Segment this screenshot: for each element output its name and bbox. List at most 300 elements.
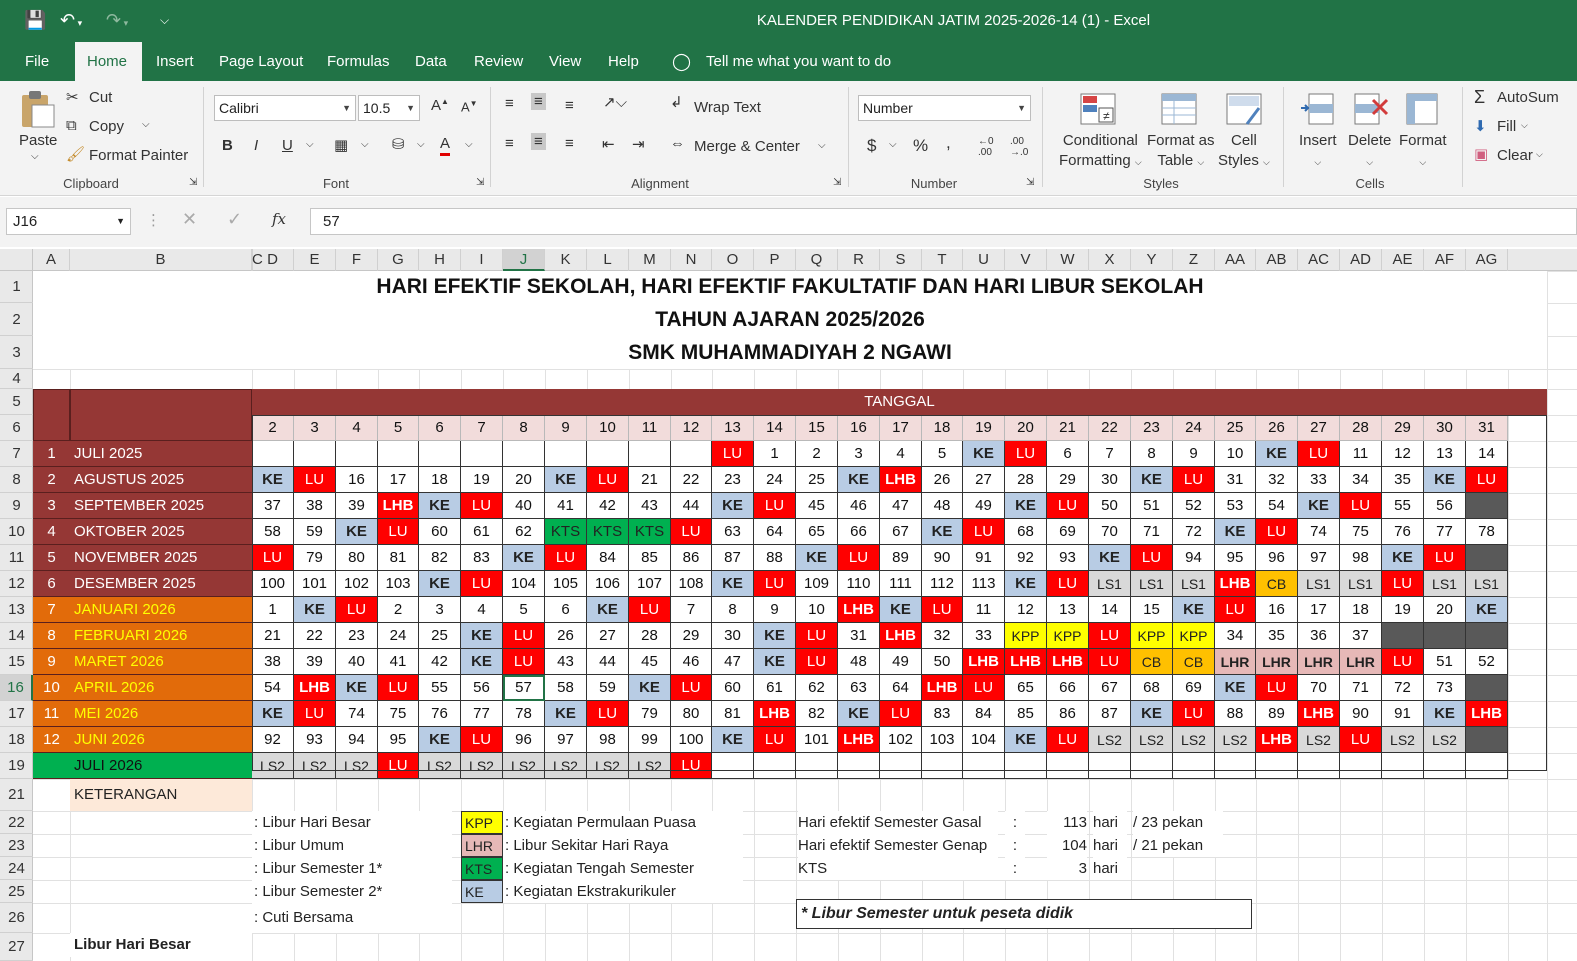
calendar-cell[interactable]: 96 (1256, 545, 1298, 571)
calendar-cell[interactable]: LU (461, 571, 503, 597)
calendar-cell[interactable]: LU (1382, 649, 1424, 675)
calendar-cell[interactable]: LS2 (336, 753, 378, 779)
row-header-5[interactable]: 5 (0, 389, 33, 415)
column-header-l[interactable]: L (587, 249, 629, 271)
calendar-cell[interactable]: 38 (294, 493, 336, 519)
calendar-cell[interactable]: LS2 (252, 753, 294, 779)
calendar-cell[interactable]: 67 (1089, 675, 1131, 701)
calendar-cell[interactable]: 87 (1089, 701, 1131, 727)
calendar-cell[interactable]: LS2 (419, 753, 461, 779)
column-header-q[interactable]: Q (796, 249, 838, 271)
calendar-cell[interactable]: 13 (1047, 597, 1089, 623)
calendar-cell[interactable]: 58 (252, 519, 294, 545)
calendar-cell[interactable]: KPP (1131, 623, 1173, 649)
calendar-cell[interactable]: 16 (1256, 597, 1298, 623)
paste-dropdown-icon[interactable]: ⌵ (31, 151, 39, 162)
calendar-cell[interactable]: 27 (587, 623, 629, 649)
calendar-cell[interactable]: LU (1466, 467, 1508, 493)
row-header-26[interactable]: 26 (0, 903, 33, 933)
calendar-cell[interactable]: LU (754, 493, 796, 519)
calendar-cell[interactable]: LU (461, 727, 503, 753)
calendar-cell[interactable]: 75 (378, 701, 419, 727)
calendar-cell[interactable] (1424, 753, 1466, 779)
calendar-cell[interactable] (1298, 753, 1340, 779)
calendar-cell[interactable]: 62 (503, 519, 545, 545)
tab-home[interactable]: Home (75, 42, 142, 81)
calendar-cell[interactable]: 78 (1466, 519, 1508, 545)
calendar-cell[interactable]: 47 (712, 649, 754, 675)
calendar-cell[interactable]: 71 (1131, 519, 1173, 545)
conditional-formatting-button[interactable]: Conditional Formatting ⌵ (1059, 132, 1142, 169)
calendar-cell[interactable]: LS1 (1298, 571, 1340, 597)
calendar-cell[interactable] (378, 441, 419, 467)
calendar-cell[interactable]: 84 (963, 701, 1005, 727)
calendar-cell[interactable]: KE (419, 493, 461, 519)
calendar-cell[interactable]: KE (545, 467, 587, 493)
format-painter-button[interactable]: Format Painter (89, 147, 189, 164)
row-header-18[interactable]: 18 (0, 727, 33, 753)
row-header-16[interactable]: 16 (0, 675, 33, 701)
row-header-15[interactable]: 15 (0, 649, 33, 675)
calendar-cell[interactable]: 59 (294, 519, 336, 545)
calendar-cell[interactable]: 58 (545, 675, 587, 701)
calendar-cell[interactable] (629, 441, 671, 467)
column-header-r[interactable]: R (838, 249, 880, 271)
insert-function-icon[interactable]: fx (272, 210, 287, 228)
calendar-cell[interactable]: LU (796, 649, 838, 675)
calendar-cell[interactable]: 62 (796, 675, 838, 701)
calendar-cell[interactable]: LHB (754, 701, 796, 727)
calendar-cell[interactable] (671, 441, 712, 467)
calendar-cell[interactable]: 15 (1131, 597, 1173, 623)
decrease-font-icon[interactable]: A▼ (461, 99, 478, 115)
calendar-cell[interactable]: 104 (963, 727, 1005, 753)
calendar-cell[interactable]: 39 (336, 493, 378, 519)
calendar-cell[interactable]: 85 (629, 545, 671, 571)
column-header-h[interactable]: H (419, 249, 461, 271)
calendar-cell[interactable]: KE (963, 441, 1005, 467)
calendar-cell[interactable]: LS1 (1340, 571, 1382, 597)
row-header-27[interactable]: 27 (0, 933, 33, 961)
calendar-cell[interactable]: KE (336, 675, 378, 701)
alignment-launcher-icon[interactable]: ⇲ (833, 177, 842, 188)
calendar-cell[interactable]: 35 (1256, 623, 1298, 649)
calendar-cell[interactable]: LU (545, 545, 587, 571)
column-header-x[interactable]: X (1089, 249, 1131, 271)
calendar-cell[interactable]: KE (1131, 701, 1173, 727)
calendar-cell[interactable]: 41 (545, 493, 587, 519)
paste-icon[interactable] (18, 89, 56, 127)
calendar-cell[interactable]: KE (1382, 545, 1424, 571)
calendar-cell[interactable]: LHR (1298, 649, 1340, 675)
delete-cells-icon[interactable] (1351, 90, 1389, 128)
column-header-u[interactable]: U (963, 249, 1005, 271)
column-header-ad[interactable]: AD (1340, 249, 1382, 271)
calendar-cell[interactable]: 71 (1340, 675, 1382, 701)
font-color-icon[interactable]: A (440, 135, 450, 156)
cell-styles-button[interactable]: Cell Styles ⌵ (1218, 132, 1270, 169)
calendar-cell[interactable] (754, 753, 796, 779)
calendar-cell[interactable]: 73 (1424, 675, 1466, 701)
calendar-cell[interactable]: 49 (963, 493, 1005, 519)
calendar-cell[interactable]: KE (880, 597, 922, 623)
row-header-21[interactable]: 21 (0, 779, 33, 811)
calendar-cell[interactable]: LU (336, 597, 378, 623)
calendar-cell[interactable]: 112 (922, 571, 963, 597)
calendar-cell[interactable]: 65 (1005, 675, 1047, 701)
calendar-cell[interactable]: CB (1173, 649, 1215, 675)
calendar-cell[interactable]: 97 (1298, 545, 1340, 571)
column-header-ag[interactable]: AG (1466, 249, 1508, 271)
name-box[interactable]: J16 ▼ (6, 208, 131, 235)
calendar-cell[interactable]: KE (1131, 467, 1173, 493)
calendar-cell[interactable]: LHB (922, 675, 963, 701)
calendar-cell[interactable]: 76 (419, 701, 461, 727)
calendar-cell[interactable]: 9 (754, 597, 796, 623)
calendar-cell[interactable]: 9 (1173, 441, 1215, 467)
tab-formulas[interactable]: Formulas (327, 53, 390, 70)
calendar-cell[interactable]: LU (922, 597, 963, 623)
insert-button[interactable]: Insert ⌵ (1299, 132, 1337, 167)
calendar-cell[interactable]: 20 (503, 467, 545, 493)
increase-indent-icon[interactable]: ⇥ (632, 136, 645, 153)
calendar-cell[interactable]: KE (1424, 467, 1466, 493)
calendar-cell[interactable]: 74 (1298, 519, 1340, 545)
calendar-cell[interactable]: LS2 (1215, 727, 1256, 753)
calendar-cell[interactable] (1382, 753, 1424, 779)
calendar-cell[interactable]: 33 (1298, 467, 1340, 493)
calendar-cell[interactable]: 79 (294, 545, 336, 571)
column-header-t[interactable]: T (922, 249, 963, 271)
font-launcher-icon[interactable]: ⇲ (476, 177, 485, 188)
formula-input[interactable]: 57 (310, 208, 1577, 235)
calendar-cell[interactable]: 86 (1047, 701, 1089, 727)
column-header-n[interactable]: N (671, 249, 712, 271)
calendar-cell[interactable]: LU (754, 727, 796, 753)
calendar-cell[interactable]: 23 (712, 467, 754, 493)
calendar-cell[interactable]: 24 (754, 467, 796, 493)
calendar-cell[interactable]: 48 (838, 649, 880, 675)
underline-button[interactable]: U (282, 137, 293, 154)
calendar-cell[interactable]: 82 (419, 545, 461, 571)
calendar-cell[interactable]: 44 (671, 493, 712, 519)
calendar-cell[interactable]: 10 (1215, 441, 1256, 467)
calendar-cell[interactable]: 31 (838, 623, 880, 649)
calendar-cell[interactable]: 70 (1298, 675, 1340, 701)
fill-button[interactable]: Fill (1497, 118, 1517, 135)
calendar-cell[interactable]: 77 (461, 701, 503, 727)
row-header-8[interactable]: 8 (0, 467, 33, 493)
calendar-cell[interactable]: 11 (963, 597, 1005, 623)
row-header-13[interactable]: 13 (0, 597, 33, 623)
calendar-cell[interactable] (1424, 623, 1466, 649)
calendar-cell[interactable]: LU (880, 701, 922, 727)
calendar-cell[interactable]: 25 (796, 467, 838, 493)
calendar-cell[interactable]: KE (629, 675, 671, 701)
calendar-cell[interactable]: 4 (880, 441, 922, 467)
align-center-icon[interactable]: ≡ (531, 133, 546, 150)
column-header-k[interactable]: K (545, 249, 587, 271)
calendar-cell[interactable]: KE (712, 727, 754, 753)
row-header-10[interactable]: 10 (0, 519, 33, 545)
calendar-cell[interactable]: 93 (1047, 545, 1089, 571)
calendar-cell[interactable]: KE (1005, 493, 1047, 519)
paste-button[interactable]: Paste (19, 132, 58, 149)
calendar-cell[interactable]: 42 (587, 493, 629, 519)
calendar-cell[interactable] (252, 441, 294, 467)
calendar-cell[interactable]: 61 (754, 675, 796, 701)
calendar-cell[interactable]: LU (629, 597, 671, 623)
calendar-cell[interactable]: 100 (252, 571, 294, 597)
calendar-cell[interactable]: LU (1089, 623, 1131, 649)
calendar-cell[interactable]: 108 (671, 571, 712, 597)
calendar-cell[interactable]: 98 (587, 727, 629, 753)
calendar-cell[interactable]: LHB (1466, 701, 1508, 727)
calendar-cell[interactable]: KE (252, 701, 294, 727)
calendar-cell[interactable] (796, 753, 838, 779)
calendar-cell[interactable]: 90 (1340, 701, 1382, 727)
calendar-cell[interactable]: KE (503, 545, 545, 571)
calendar-cell[interactable]: 66 (838, 519, 880, 545)
calendar-cell[interactable] (712, 753, 754, 779)
calendar-cell[interactable]: 12 (1382, 441, 1424, 467)
copy-button[interactable]: Copy (89, 118, 125, 135)
calendar-cell[interactable]: KE (1173, 597, 1215, 623)
calendar-cell[interactable]: 90 (922, 545, 963, 571)
calendar-cell[interactable]: 110 (838, 571, 880, 597)
calendar-cell[interactable]: LU (1173, 467, 1215, 493)
calendar-cell[interactable]: LU (378, 675, 419, 701)
calendar-cell[interactable]: 35 (1382, 467, 1424, 493)
calendar-cell[interactable]: KE (587, 597, 629, 623)
undo-icon[interactable]: ↶ ▾ (60, 10, 83, 30)
calendar-cell[interactable]: LU (1047, 727, 1089, 753)
calendar-cell[interactable]: KE (712, 493, 754, 519)
calendar-cell[interactable]: 91 (1382, 701, 1424, 727)
tab-review[interactable]: Review (474, 53, 524, 70)
underline-dropdown-icon[interactable]: ⌵ (306, 139, 314, 150)
calendar-cell[interactable]: LS2 (1424, 727, 1466, 753)
calendar-cell[interactable]: KE (838, 467, 880, 493)
calendar-cell[interactable]: LS1 (1131, 571, 1173, 597)
calendar-cell[interactable]: 41 (378, 649, 419, 675)
calendar-cell[interactable]: 48 (922, 493, 963, 519)
column-header-v[interactable]: V (1005, 249, 1047, 271)
calendar-cell[interactable]: 4 (461, 597, 503, 623)
borders-dropdown-icon[interactable]: ⌵ (361, 139, 369, 150)
align-top-icon[interactable]: ≡ (505, 95, 514, 112)
calendar-cell[interactable]: 56 (1424, 493, 1466, 519)
calendar-cell[interactable]: 97 (545, 727, 587, 753)
column-header-i[interactable]: I (461, 249, 503, 271)
font-size-combo[interactable]: 10.5 ▼ (358, 95, 420, 121)
calendar-cell[interactable]: KE (545, 701, 587, 727)
calendar-cell[interactable] (1215, 753, 1256, 779)
calendar-cell[interactable]: 63 (838, 675, 880, 701)
calendar-cell[interactable]: 64 (880, 675, 922, 701)
calendar-cell[interactable]: 18 (1340, 597, 1382, 623)
number-format-combo[interactable]: Number ▼ (858, 95, 1031, 121)
calendar-cell[interactable]: 94 (336, 727, 378, 753)
decrease-decimal-icon[interactable]: .00 →.0 (1010, 136, 1029, 158)
calendar-cell[interactable]: 11 (1340, 441, 1382, 467)
column-header-s[interactable]: S (880, 249, 922, 271)
delete-button[interactable]: Delete ⌵ (1348, 132, 1392, 167)
calendar-cell[interactable]: LU (1340, 727, 1382, 753)
calendar-cell[interactable]: KE (1215, 519, 1256, 545)
calendar-cell[interactable] (1256, 753, 1298, 779)
currency-dropdown-icon[interactable]: ⌵ (889, 139, 897, 150)
wrap-text-button[interactable]: Wrap Text (694, 99, 761, 116)
calendar-cell[interactable]: 1 (252, 597, 294, 623)
calendar-cell[interactable]: LHB (838, 597, 880, 623)
calendar-cell[interactable]: 109 (796, 571, 838, 597)
calendar-cell[interactable]: 79 (629, 701, 671, 727)
calendar-cell[interactable]: KE (294, 597, 336, 623)
calendar-cell[interactable]: 32 (1256, 467, 1298, 493)
redo-icon[interactable]: ↷ ▾ (106, 10, 129, 30)
cancel-icon[interactable]: ✕ (182, 209, 198, 229)
calendar-cell[interactable]: 47 (880, 493, 922, 519)
calendar-cell[interactable] (294, 441, 336, 467)
calendar-cell[interactable]: KE (1424, 701, 1466, 727)
calendar-cell[interactable]: LS2 (503, 753, 545, 779)
calendar-cell[interactable]: LHB (838, 727, 880, 753)
calendar-cell[interactable]: 29 (1047, 467, 1089, 493)
calendar-cell[interactable]: 14 (1089, 597, 1131, 623)
calendar-cell[interactable]: 95 (1215, 545, 1256, 571)
calendar-cell[interactable]: 34 (1215, 623, 1256, 649)
row-header-4[interactable]: 4 (0, 369, 33, 389)
calendar-cell[interactable]: 92 (252, 727, 294, 753)
calendar-cell[interactable]: 55 (1382, 493, 1424, 519)
calendar-cell[interactable]: 33 (963, 623, 1005, 649)
calendar-cell[interactable]: LHB (880, 623, 922, 649)
calendar-cell[interactable] (963, 753, 1005, 779)
calendar-cell[interactable]: 26 (922, 467, 963, 493)
calendar-cell[interactable]: LU (1131, 545, 1173, 571)
percent-button[interactable]: % (913, 136, 929, 155)
calendar-cell[interactable]: 13 (1424, 441, 1466, 467)
calendar-cell[interactable]: 69 (1047, 519, 1089, 545)
calendar-cell[interactable]: 49 (880, 649, 922, 675)
calendar-cell[interactable]: 43 (629, 493, 671, 519)
worksheet[interactable] (0, 249, 1577, 961)
calendar-cell[interactable]: LU (671, 675, 712, 701)
calendar-cell[interactable]: LS2 (587, 753, 629, 779)
increase-font-icon[interactable]: A▲ (431, 97, 449, 114)
conditional-formatting-icon[interactable] (1079, 90, 1117, 128)
calendar-cell[interactable]: 103 (922, 727, 963, 753)
align-middle-icon[interactable]: ≡ (531, 93, 546, 110)
calendar-cell[interactable]: 27 (963, 467, 1005, 493)
calendar-cell[interactable]: 59 (587, 675, 629, 701)
calendar-cell[interactable]: 10 (796, 597, 838, 623)
clear-dropdown-icon[interactable]: ⌵ (1536, 149, 1543, 159)
calendar-cell[interactable] (838, 753, 880, 779)
calendar-cell[interactable]: 50 (1089, 493, 1131, 519)
calendar-cell[interactable]: LU (754, 571, 796, 597)
number-launcher-icon[interactable]: ⇲ (1026, 177, 1035, 188)
calendar-cell[interactable] (419, 441, 461, 467)
column-header-ab[interactable]: AB (1256, 249, 1298, 271)
align-right-icon[interactable]: ≡ (565, 135, 574, 152)
calendar-cell[interactable]: CB (1131, 649, 1173, 675)
calendar-cell[interactable]: LHB (963, 649, 1005, 675)
calendar-cell[interactable]: KPP (1047, 623, 1089, 649)
calendar-cell[interactable]: 28 (629, 623, 671, 649)
calendar-cell[interactable]: LU (503, 623, 545, 649)
column-header-p[interactable]: P (754, 249, 796, 271)
calendar-cell[interactable]: 107 (629, 571, 671, 597)
customize-qat-icon[interactable]: ⌵ (160, 13, 170, 27)
calendar-cell[interactable]: KE (1215, 675, 1256, 701)
calendar-cell[interactable]: LHB (1256, 727, 1298, 753)
calendar-cell[interactable]: LHB (1215, 571, 1256, 597)
calendar-cell[interactable]: 77 (1424, 519, 1466, 545)
calendar-cell[interactable]: 34 (1340, 467, 1382, 493)
calendar-cell[interactable]: LU (378, 753, 419, 779)
calendar-cell[interactable]: 55 (419, 675, 461, 701)
calendar-cell[interactable]: 50 (922, 649, 963, 675)
calendar-cell[interactable]: 75 (1340, 519, 1382, 545)
select-all-corner[interactable] (0, 249, 33, 271)
merge-center-button[interactable]: Merge & Center (694, 138, 800, 155)
calendar-cell[interactable]: 39 (294, 649, 336, 675)
calendar-cell[interactable]: LU (378, 519, 419, 545)
format-as-table-icon[interactable] (1160, 90, 1198, 128)
row-header-24[interactable]: 24 (0, 857, 33, 880)
calendar-cell[interactable]: 37 (252, 493, 294, 519)
calendar-cell[interactable]: 51 (1131, 493, 1173, 519)
copy-dropdown-icon[interactable]: ⌵ (142, 119, 150, 130)
calendar-cell[interactable]: 89 (1256, 701, 1298, 727)
column-header-y[interactable]: Y (1131, 249, 1173, 271)
insert-cells-icon[interactable] (1299, 90, 1337, 128)
calendar-cell[interactable]: LU (1215, 597, 1256, 623)
calendar-cell[interactable]: LS2 (629, 753, 671, 779)
calendar-cell[interactable] (1340, 753, 1382, 779)
calendar-cell[interactable]: 7 (671, 597, 712, 623)
format-cells-icon[interactable] (1403, 90, 1441, 128)
calendar-cell[interactable]: 94 (1173, 545, 1215, 571)
calendar-cell[interactable]: 83 (922, 701, 963, 727)
calendar-cell[interactable]: 54 (1256, 493, 1298, 519)
calendar-cell[interactable]: LHB (1005, 649, 1047, 675)
calendar-cell[interactable]: LHR (1340, 649, 1382, 675)
calendar-cell[interactable]: 28 (1005, 467, 1047, 493)
calendar-cell[interactable]: 63 (712, 519, 754, 545)
row-header-3[interactable]: 3 (0, 336, 33, 369)
calendar-cell[interactable]: 101 (796, 727, 838, 753)
calendar-cell[interactable]: LU (1047, 571, 1089, 597)
calendar-cell[interactable] (1382, 623, 1424, 649)
calendar-cell[interactable]: 43 (545, 649, 587, 675)
calendar-cell[interactable]: LS1 (1089, 571, 1131, 597)
calendar-cell[interactable]: LU (712, 441, 754, 467)
row-header-14[interactable]: 14 (0, 623, 33, 649)
font-color-dropdown-icon[interactable]: ⌵ (465, 139, 473, 150)
calendar-cell[interactable]: 45 (796, 493, 838, 519)
calendar-cell[interactable]: LU (461, 493, 503, 519)
calendar-cell[interactable]: LU (294, 701, 336, 727)
fill-dropdown-icon[interactable]: ⌵ (417, 139, 425, 150)
calendar-cell[interactable]: LS2 (294, 753, 336, 779)
fill-dropdown-icon[interactable]: ⌵ (1521, 120, 1528, 130)
calendar-cell[interactable]: KE (419, 727, 461, 753)
calendar-cell[interactable]: 72 (1382, 675, 1424, 701)
calendar-cell[interactable]: 88 (1215, 701, 1256, 727)
